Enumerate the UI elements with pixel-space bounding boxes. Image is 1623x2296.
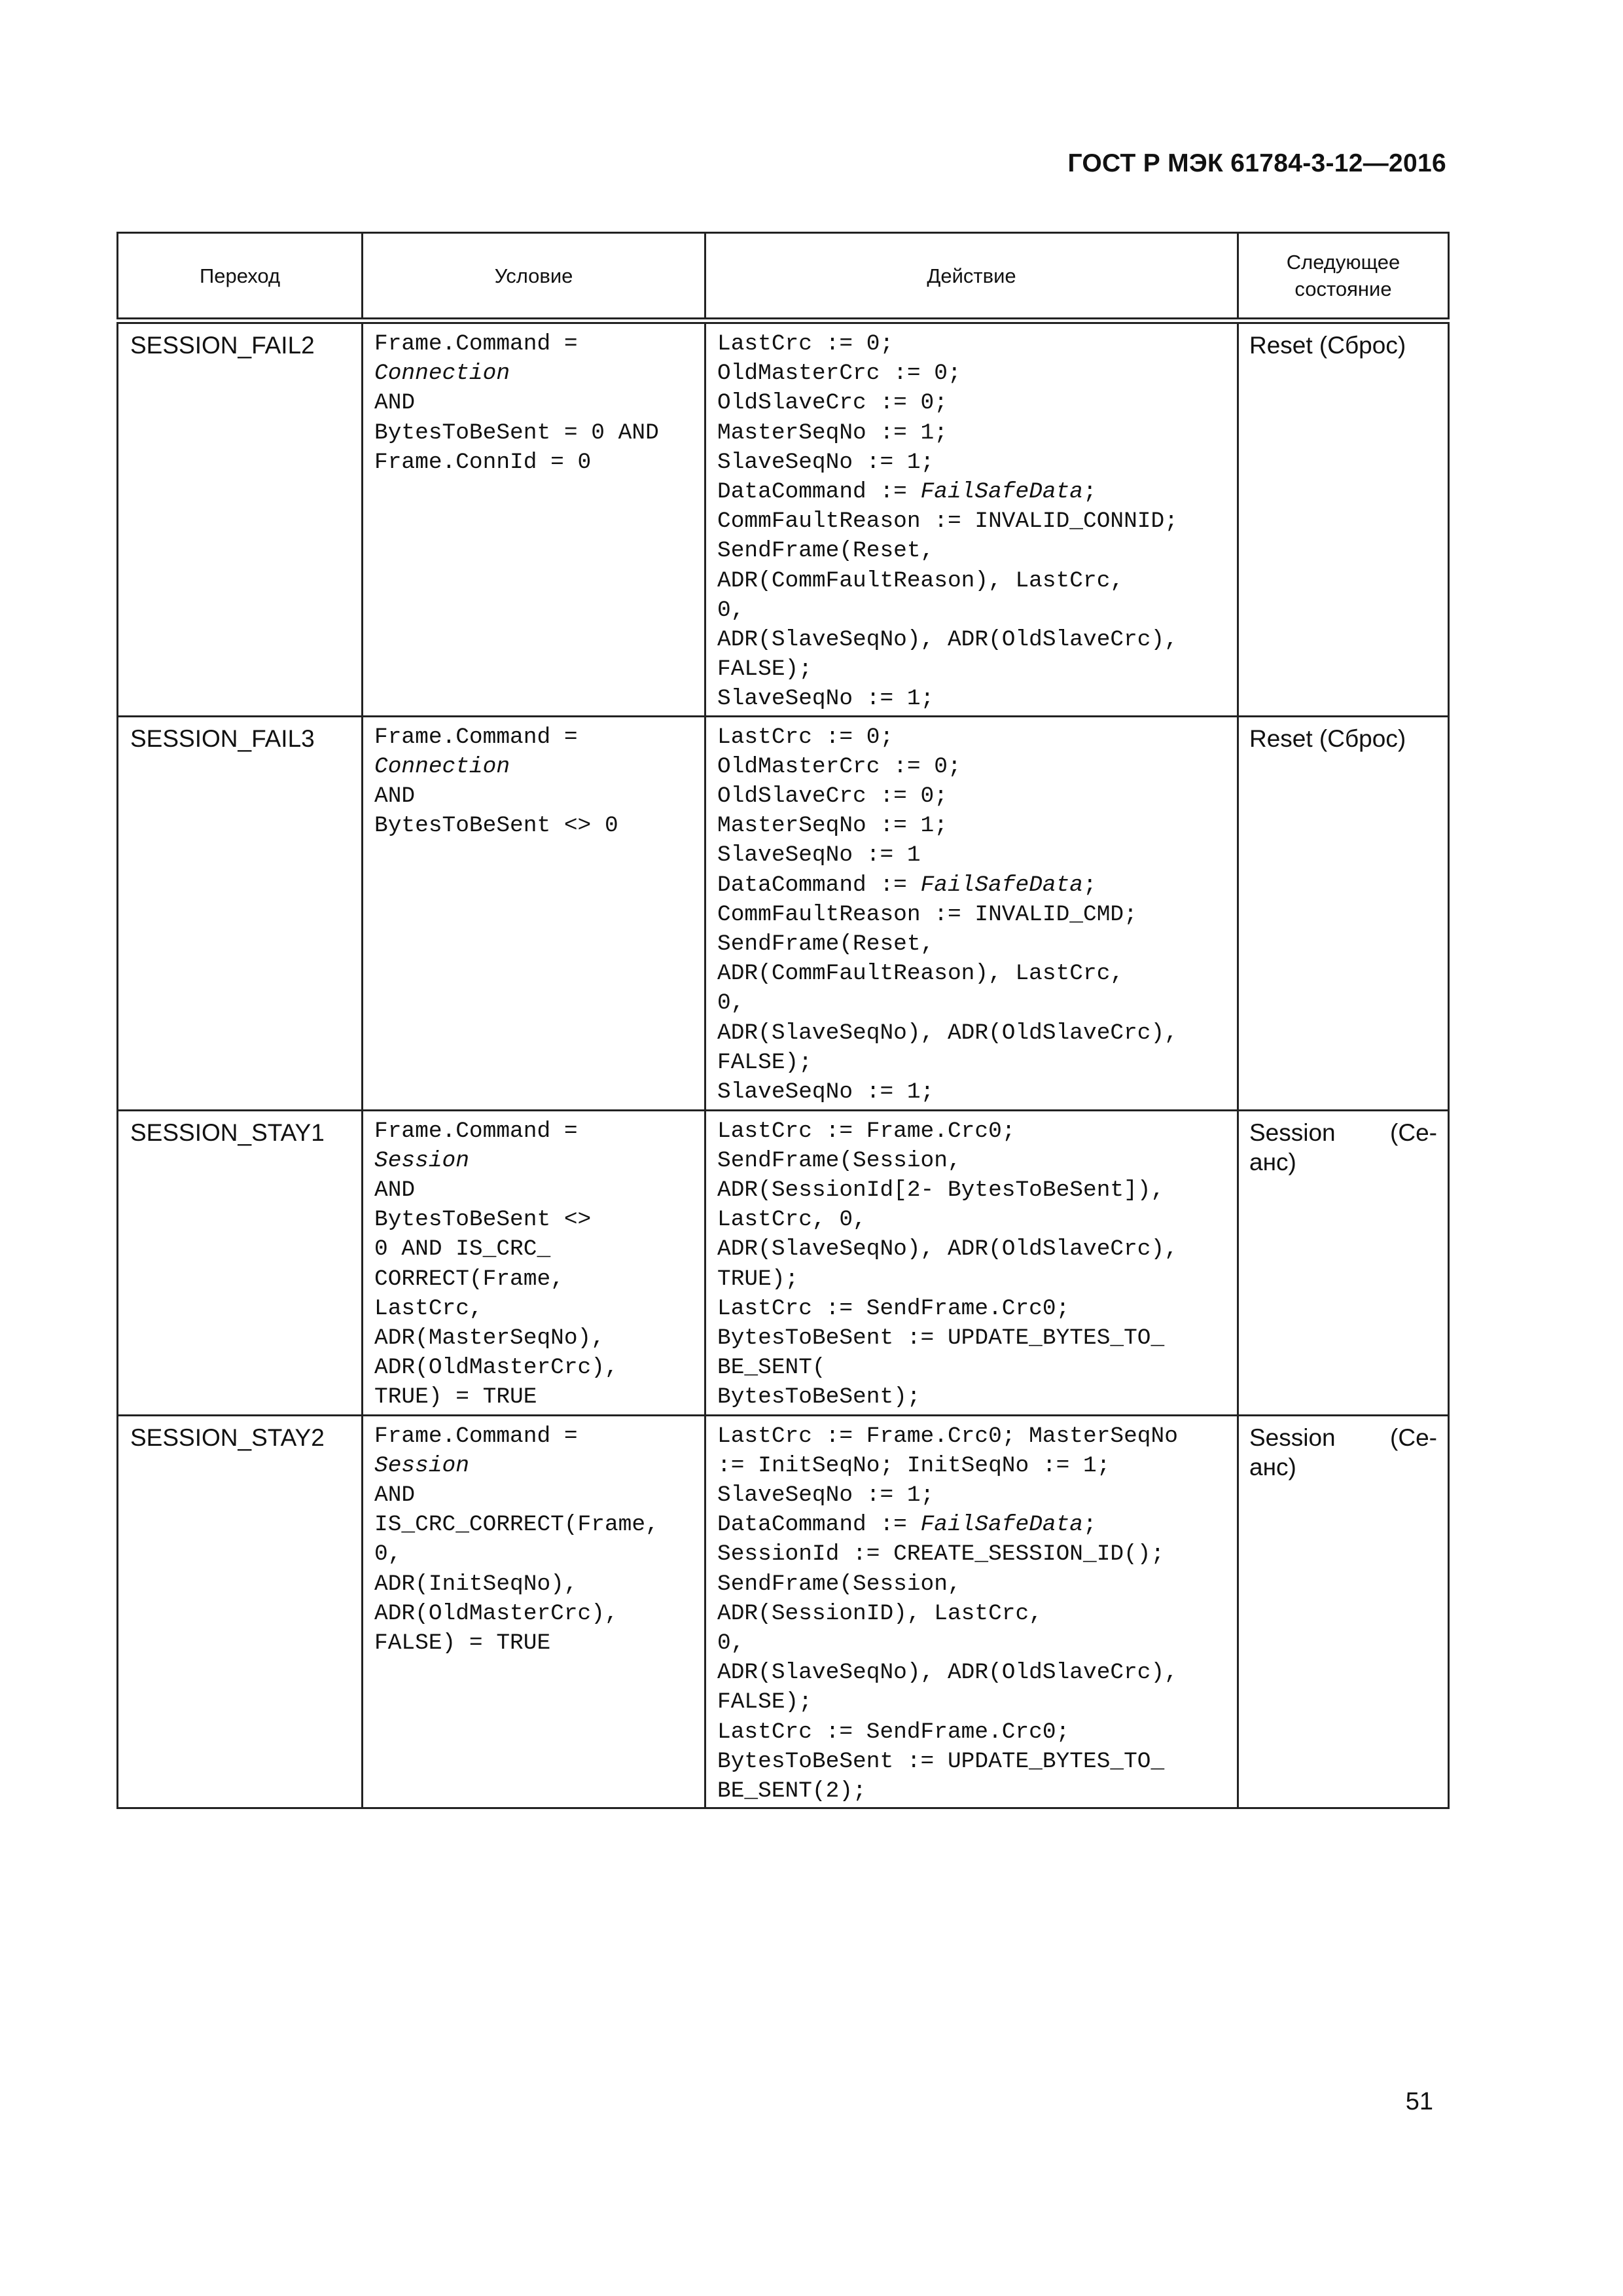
next-state-text: (Се- <box>1390 1119 1437 1146</box>
condition-cell-line: Frame.ConnId = 0 <box>374 449 592 475</box>
transition-name: SESSION_STAY1 <box>118 1110 363 1415</box>
condition-cell-line: ADR(InitSeqNo), <box>374 1571 578 1597</box>
next-state-text: Session <box>1249 1424 1336 1451</box>
condition-cell-line: AND <box>374 783 416 810</box>
condition-cell-line: CORRECT(Frame, <box>374 1266 564 1292</box>
transition-table <box>116 232 1450 1809</box>
condition-cell-line: Session <box>374 1147 469 1174</box>
action-cell-line: SlaveSeqNo := 1; <box>717 1482 935 1509</box>
action-cell-line: SessionId := CREATE_SESSION_ID(); <box>717 1541 1165 1568</box>
action-cell-line: 0, <box>717 1630 745 1657</box>
condition-cell-line: Frame.Command = <box>374 1423 578 1449</box>
action-cell-line: FALSE); <box>717 656 812 683</box>
column-header-action: Действие <box>705 233 1238 321</box>
next-state-line <box>1249 1118 1437 1147</box>
next-state-text: анс) <box>1249 1148 1296 1175</box>
action-cell-line: FALSE); <box>717 1689 812 1715</box>
next-state-line <box>1249 1423 1437 1452</box>
code-text: ; <box>1083 1512 1097 1538</box>
table-header-row <box>118 233 1449 321</box>
condition-cell <box>363 1110 705 1415</box>
code-text: DataCommand := <box>717 1512 921 1538</box>
condition-cell <box>363 1415 705 1808</box>
action-cell-line: OldMasterCrc := 0; <box>717 753 961 780</box>
transition-name: SESSION_FAIL2 <box>118 321 363 716</box>
code-italic-text: FailSafeData <box>920 872 1084 898</box>
condition-cell-line: ADR(MasterSeqNo), <box>374 1325 605 1352</box>
action-cell-line: ADR(SlaveSeqNo), ADR(OldSlaveCrc), <box>717 627 1178 653</box>
action-cell-line: MasterSeqNo := 1; <box>717 813 948 839</box>
condition-cell-line: LastCrc, <box>374 1295 483 1321</box>
action-cell-line: SendFrame(Reset, <box>717 538 935 564</box>
action-cell-line: OldMasterCrc := 0; <box>717 361 961 387</box>
table-row <box>118 1415 1449 1808</box>
action-cell-line <box>717 870 1230 900</box>
action-cell-line <box>717 477 1230 507</box>
code-text: ; <box>1083 479 1097 505</box>
condition-cell-line: BytesToBeSent <> 0 <box>374 813 618 839</box>
code-text: DataCommand := <box>717 479 921 505</box>
action-cell-line: MasterSeqNo := 1; <box>717 420 948 446</box>
column-header-condition: Условие <box>363 233 705 321</box>
action-cell-line: LastCrc := Frame.Crc0; MasterSeqNo <box>717 1423 1178 1449</box>
condition-cell-line: Frame.Command = <box>374 1118 578 1144</box>
table-row <box>118 1110 1449 1415</box>
action-cell-line: BE_SENT(2); <box>717 1778 866 1804</box>
condition-cell-line: ADR(OldMasterCrc), <box>374 1600 618 1626</box>
action-cell-line: BytesToBeSent := UPDATE_BYTES_TO_ <box>717 1325 1165 1352</box>
action-cell <box>705 1110 1238 1415</box>
code-text: DataCommand := <box>717 872 921 898</box>
action-cell-line: ADR(SessionId[2- BytesToBeSent]), <box>717 1177 1165 1204</box>
action-cell-line: CommFaultReason := INVALID_CMD; <box>717 901 1137 927</box>
code-text: ; <box>1083 872 1097 898</box>
column-header-next-state: Следующее состояние <box>1238 233 1449 321</box>
condition-cell-line: 0, <box>374 1541 402 1568</box>
next-state: Reset (Сброс) <box>1238 716 1449 1110</box>
action-cell-line: FALSE); <box>717 1049 812 1075</box>
condition-cell-line: IS_CRC_CORRECT(Frame, <box>374 1512 659 1538</box>
action-cell-line: ADR(CommFaultReason), LastCrc, <box>717 567 1124 594</box>
action-cell-line: ADR(SessionID), LastCrc, <box>717 1600 1043 1626</box>
condition-cell-line: Connection <box>374 361 510 387</box>
action-cell-line: LastCrc := SendFrame.Crc0; <box>717 1295 1070 1321</box>
action-cell-line: LastCrc := SendFrame.Crc0; <box>717 1719 1070 1745</box>
condition-cell <box>363 716 705 1110</box>
action-cell-line: ADR(SlaveSeqNo), ADR(OldSlaveCrc), <box>717 1236 1178 1263</box>
table-row <box>118 321 1449 716</box>
action-cell-line: BytesToBeSent := UPDATE_BYTES_TO_ <box>717 1748 1165 1774</box>
action-cell-line: LastCrc := Frame.Crc0; <box>717 1118 1016 1144</box>
action-cell <box>705 716 1238 1110</box>
condition-cell-line: Connection <box>374 753 510 780</box>
action-cell-line: BE_SENT( <box>717 1355 826 1381</box>
condition-cell <box>363 321 705 716</box>
page-number: 51 <box>1405 2088 1433 2115</box>
action-cell-line: SlaveSeqNo := 1; <box>717 1079 935 1105</box>
condition-cell-line: BytesToBeSent <> <box>374 1207 592 1233</box>
action-cell-line: LastCrc := 0; <box>717 331 894 357</box>
action-cell-line: ADR(SlaveSeqNo), ADR(OldSlaveCrc), <box>717 1020 1178 1046</box>
code-italic-text: FailSafeData <box>920 1512 1084 1538</box>
action-cell-line: SlaveSeqNo := 1; <box>717 686 935 712</box>
action-cell-line: 0, <box>717 597 745 623</box>
condition-cell-line: Frame.Command = <box>374 724 578 750</box>
action-cell <box>705 1415 1238 1808</box>
condition-cell-line: TRUE) = TRUE <box>374 1384 537 1410</box>
action-cell-line: OldSlaveCrc := 0; <box>717 783 948 810</box>
document-standard-id: ГОСТ Р МЭК 61784-3-12—2016 <box>1067 149 1446 177</box>
condition-cell-line: FALSE) = TRUE <box>374 1630 551 1657</box>
column-header-transition: Переход <box>118 233 363 321</box>
action-cell-line <box>717 1510 1230 1539</box>
action-cell-line: := InitSeqNo; InitSeqNo := 1; <box>717 1452 1111 1479</box>
action-cell <box>705 321 1238 716</box>
action-cell-line: SlaveSeqNo := 1 <box>717 842 921 869</box>
condition-cell-line: BytesToBeSent = 0 AND <box>374 420 659 446</box>
action-cell-line: CommFaultReason := INVALID_CONNID; <box>717 509 1178 535</box>
next-state-text: анс) <box>1249 1453 1296 1480</box>
action-cell-line: OldSlaveCrc := 0; <box>717 390 948 416</box>
condition-cell-line: ADR(OldMasterCrc), <box>374 1355 618 1381</box>
code-italic-text: FailSafeData <box>920 479 1084 505</box>
condition-cell-line: 0 AND IS_CRC_ <box>374 1236 551 1263</box>
action-cell-line: ADR(CommFaultReason), LastCrc, <box>717 961 1124 987</box>
action-cell-line: LastCrc := 0; <box>717 724 894 750</box>
next-state: Reset (Сброс) <box>1238 321 1449 716</box>
condition-cell-line: Frame.Command = <box>374 331 578 357</box>
action-cell-line: SendFrame(Reset, <box>717 931 935 958</box>
next-state-text: (Се- <box>1390 1424 1437 1451</box>
condition-cell-line: AND <box>374 390 416 416</box>
transition-name: SESSION_FAIL3 <box>118 716 363 1110</box>
table-row <box>118 716 1449 1110</box>
action-cell-line: 0, <box>717 990 745 1016</box>
action-cell-line: SlaveSeqNo := 1; <box>717 449 935 475</box>
action-cell-line: LastCrc, 0, <box>717 1207 866 1233</box>
transition-name: SESSION_STAY2 <box>118 1415 363 1808</box>
action-cell-line: TRUE); <box>717 1266 799 1292</box>
action-cell-line: SendFrame(Session, <box>717 1147 961 1174</box>
condition-cell-line: Session <box>374 1452 469 1479</box>
next-state <box>1238 1110 1449 1415</box>
condition-cell-line: AND <box>374 1482 416 1509</box>
condition-cell-line: AND <box>374 1177 416 1204</box>
action-cell-line: ADR(SlaveSeqNo), ADR(OldSlaveCrc), <box>717 1660 1178 1686</box>
next-state <box>1238 1415 1449 1808</box>
next-state-text: Session <box>1249 1119 1336 1146</box>
action-cell-line: SendFrame(Session, <box>717 1571 961 1597</box>
action-cell-line: BytesToBeSent); <box>717 1384 921 1410</box>
